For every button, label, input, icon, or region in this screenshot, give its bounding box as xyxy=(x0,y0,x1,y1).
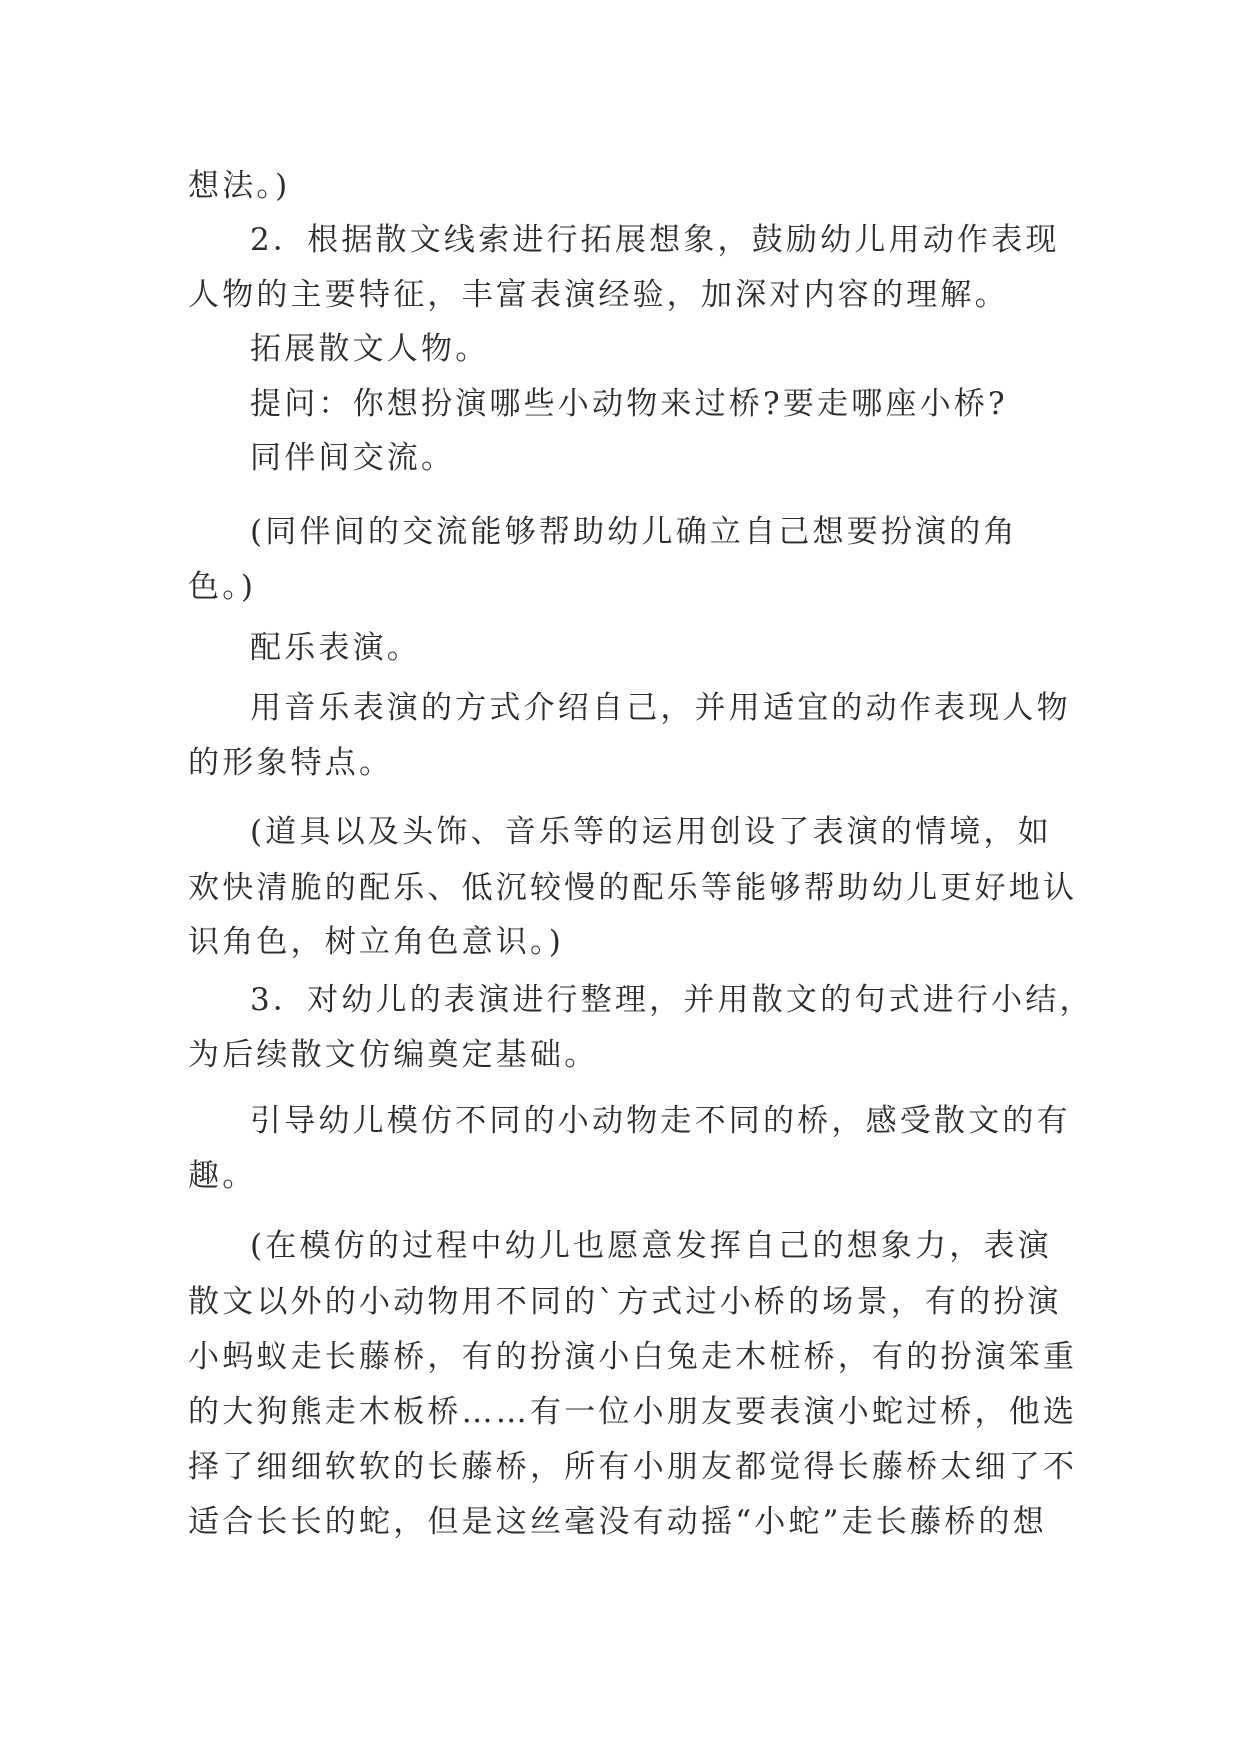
text-line: 拓展散文人物。 xyxy=(250,331,490,367)
text-line: (同伴间的交流能够帮助幼儿确立自己想要扮演的角 xyxy=(250,514,1018,550)
text-line: 识角色，树立角色意识。) xyxy=(188,924,564,960)
text-line: 的大狗熊走木板桥……有一位小朋友要表演小蛇过桥，他选 xyxy=(188,1394,1078,1430)
text-line: 趣。 xyxy=(188,1158,257,1194)
text-line: 欢快清脆的配乐、低沉较慢的配乐等能够帮助幼儿更好地认 xyxy=(188,870,1078,906)
text-line: 为后续散文仿编奠定基础。 xyxy=(188,1037,599,1073)
text-line: 2．根据散文线索进行拓展想象，鼓励幼儿用动作表现 xyxy=(250,222,1060,258)
text-line: 色。) xyxy=(188,569,257,605)
text-line: 适合长长的蛇，但是这丝毫没有动摇“小蛇”走长藤桥的想 xyxy=(188,1504,1047,1540)
text-line: 配乐表演。 xyxy=(250,630,421,666)
text-line: 同伴间交流。 xyxy=(250,440,456,476)
text-line: (在模仿的过程中幼儿也愿意发挥自己的想象力，表演 xyxy=(250,1228,1052,1264)
document-page xyxy=(188,0,1094,1754)
text-line: (道具以及头饰、音乐等的运用创设了表演的情境，如 xyxy=(250,814,1052,850)
text-line: 引导幼儿模仿不同的小动物走不同的桥，感受散文的有 xyxy=(250,1103,1071,1139)
text-line: 3．对幼儿的表演进行整理，并用散文的句式进行小结， xyxy=(250,982,1094,1018)
text-line: 想法。) xyxy=(188,168,291,204)
text-line: 人物的主要特征，丰富表演经验，加深对内容的理解。 xyxy=(188,277,1009,313)
text-line: 用音乐表演的方式介绍自己，并用适宜的动作表现人物 xyxy=(250,690,1071,726)
text-line: 散文以外的小动物用不同的`方式过小桥的场景，有的扮演 xyxy=(188,1284,1062,1320)
text-line: 提问：你想扮演哪些小动物来过桥?要走哪座小桥? xyxy=(250,386,1008,422)
text-line: 择了细细软软的长藤桥，所有小朋友都觉得长藤桥太细了不 xyxy=(188,1449,1078,1485)
text-line: 小蚂蚁走长藤桥，有的扮演小白兔走木桩桥，有的扮演笨重 xyxy=(188,1339,1078,1375)
text-line: 的形象特点。 xyxy=(188,745,394,781)
